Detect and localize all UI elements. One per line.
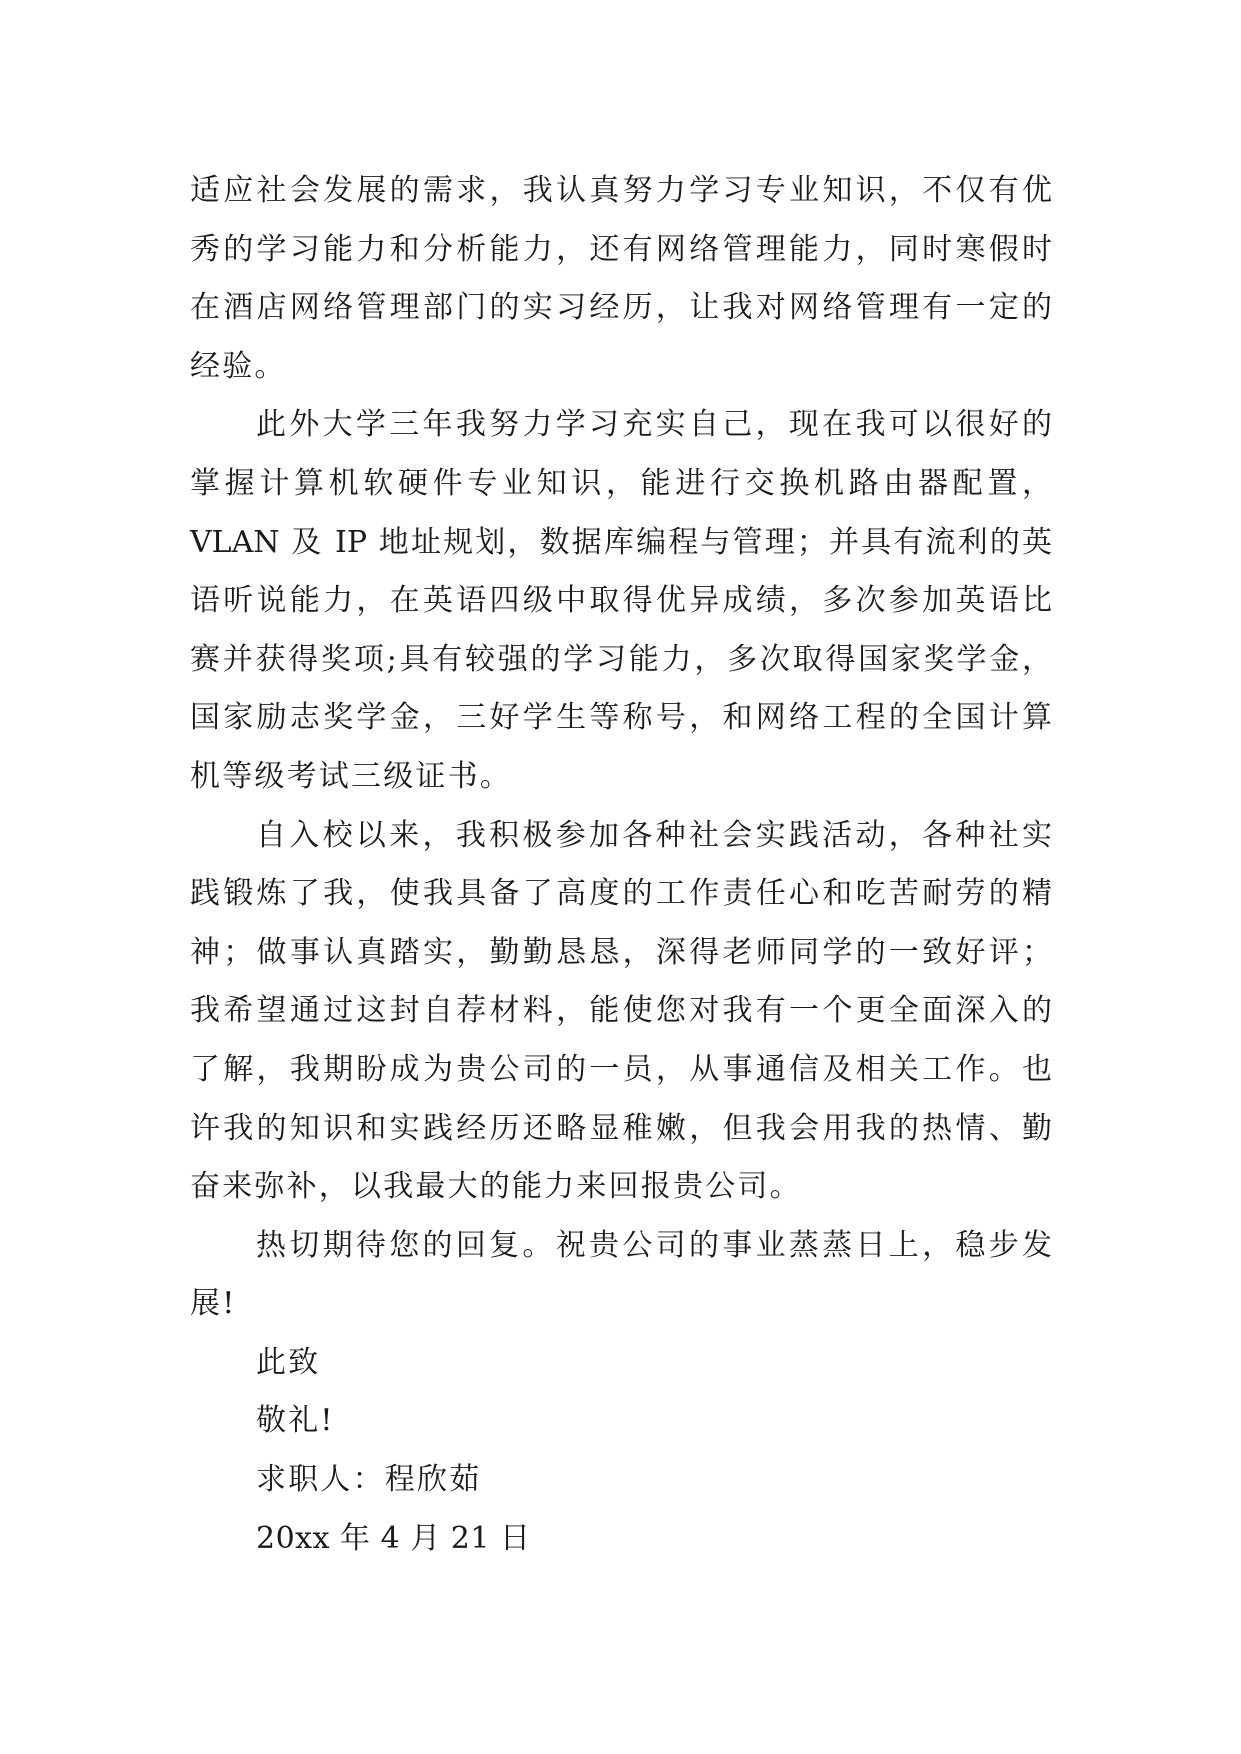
letter-page [190,162,1052,1568]
text-line: 践锻炼了我，使我具备了高度的工作责任心和吃苦耐劳的精 [190,876,1052,912]
salutation: 此致 [256,1344,321,1380]
text-line: 展! [190,1286,237,1322]
text-line: 了解，我期盼成为贵公司的一员，从事通信及相关工作。也 [190,1051,1052,1087]
text-line: 适应社会发展的需求，我认真努力学习专业知识，不仅有优 [190,173,1052,208]
signature: 求职人：程欣茹 [256,1462,482,1498]
text-line: 我希望通过这封自荐材料，能使您对我有一个更全面深入的 [190,993,1052,1029]
text-line: VLAN 及 IP 地址规划，数据库编程与管理；并具有流利的英 [190,524,1052,560]
letter-closing [190,1334,1052,1568]
text-line: 在酒店网络管理部门的实习经历，让我对网络管理有一定的 [190,290,1052,326]
text-line: 秀的学习能力和分析能力，还有网络管理能力，同时寒假时 [190,231,1052,267]
text-line: 机等级考试三级证书。 [190,758,512,794]
respect-line: 敬礼! [256,1403,335,1439]
paragraph-3 [190,807,1052,1217]
text-line: 自入校以来，我积极参加各种社会实践活动，各种社实 [256,817,1052,853]
text-line: 此外大学三年我努力学习充实自己，现在我可以很好的 [256,407,1052,443]
text-line: 掌握计算机软硬件专业知识，能进行交换机路由器配置， [190,465,1052,501]
text-line: 奋来弥补，以我最大的能力来回报贵公司。 [190,1169,802,1205]
text-line: 语听说能力，在英语四级中取得优异成绩，多次参加英语比 [190,583,1052,619]
paragraph-1 [190,162,1052,396]
paragraph-4 [190,1217,1052,1334]
text-line: 国家励志奖学金，三好学生等称号，和网络工程的全国计算 [190,700,1052,736]
text-line: 许我的知识和实践经历还略显稚嫩，但我会用我的热情、勤 [190,1110,1052,1146]
paragraph-2 [190,396,1052,806]
letter-date: 20xx 年 4 月 21 日 [256,1520,531,1556]
text-line: 神；做事认真踏实，勤勤恳恳，深得老师同学的一致好评； [190,934,1052,970]
text-line: 热切期待您的回复。祝贵公司的事业蒸蒸日上，稳步发 [256,1227,1052,1263]
text-line: 经验。 [190,348,287,384]
text-line: 赛并获得奖项;具有较强的学习能力，多次取得国家奖学金， [190,641,1052,677]
